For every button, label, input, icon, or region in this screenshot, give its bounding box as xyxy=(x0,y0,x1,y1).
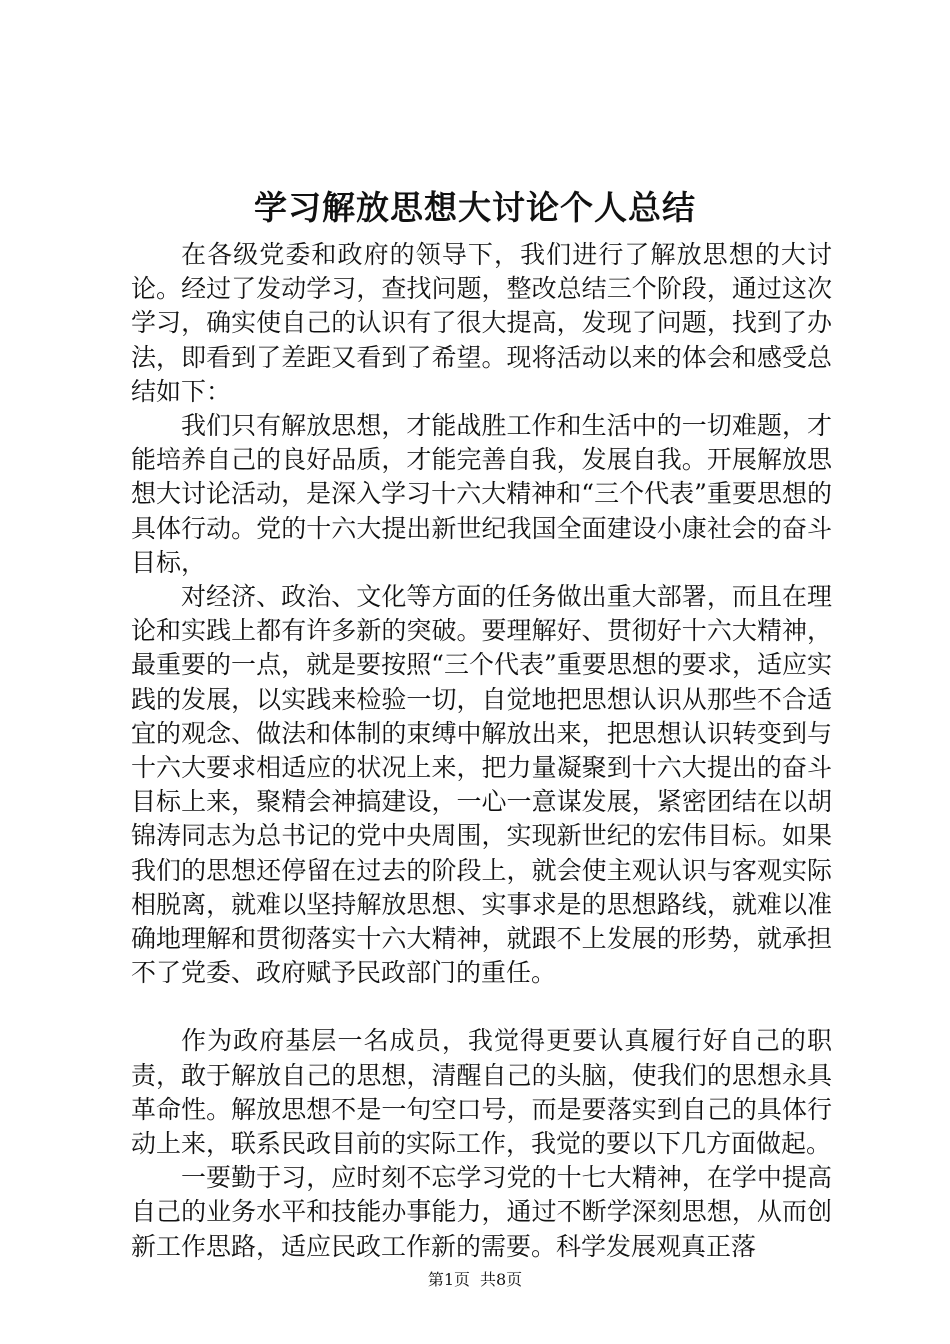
document-body xyxy=(131,238,832,1264)
paragraph: 在各级党委和政府的领导下，我们进行了解放思想的大讨论。经过了发动学习，查找问题，整改总结三个阶段，通过这次学习，确实使自己的认识有了很大提高，发现了问题，找到了办法，即看到了差距又看到了希望。现将活动以来的体会和感受总结如下： xyxy=(131,240,832,406)
page-number: 第1页 xyxy=(427,1270,470,1289)
document-title: 学习解放思想大讨论个人总结 xyxy=(254,188,696,227)
paragraph: 一要勤于习，应时刻不忘学习党的十七大精神，在学中提高自己的业务水平和技能办事能力，通过不断学深刻思想，从而创新工作思路，适应民政工作新的需要。科学发展观真正落 xyxy=(131,1163,832,1261)
paragraph: 对经济、政治、文化等方面的任务做出重大部署，而且在理论和实践上都有许多新的突破。要理解好、贯彻好十六大精神，最重要的一点，就是要按照“三个代表”重要思想的要求，适应实践的发展，以实践来检验一切，自觉地把思想认识从那些不合适宜的观念、做法和体制的束缚中解放出来，把思想认识转变到与十六大要求相适应的状况上来，把力量凝聚到十六大提出的奋斗目标上来，聚精会神搞建设，一心一意谋发展，紧密团结在以胡锦涛同志为总书记的党中央周围，实现新世纪的宏伟目标。如果我们的思想还停留在过去的阶段上，就会使主观认识与客观实际相脱离，就难以坚持解放思想、实事求是的思想路线，就难以准确地理解和贯彻落实十六大精神，就跟不上发展的形势，就承担不了党委、政府赋予民政部门的重任。 xyxy=(131,582,832,988)
page-total: 共8页 xyxy=(480,1270,523,1289)
paragraph: 作为政府基层一名成员，我觉得更要认真履行好自己的职责，敢于解放自己的思想，清醒自己的头脑，使我们的思想永具革命性。解放思想不是一句空口号，而是要落实到自己的具体行动上来，联系民政目前的实际工作，我觉的要以下几方面做起。 xyxy=(131,1026,832,1159)
paragraph: 我们只有解放思想，才能战胜工作和生活中的一切难题，才能培养自己的良好品质，才能完善自我，发展自我。开展解放思想大讨论活动，是深入学习十六大精神和“三个代表”重要思想的具体行动。党的十六大提出新世纪我国全面建设小康社会的奋斗目标， xyxy=(131,411,832,577)
paragraph-spacer xyxy=(131,990,832,1024)
page-footer xyxy=(0,1270,950,1290)
